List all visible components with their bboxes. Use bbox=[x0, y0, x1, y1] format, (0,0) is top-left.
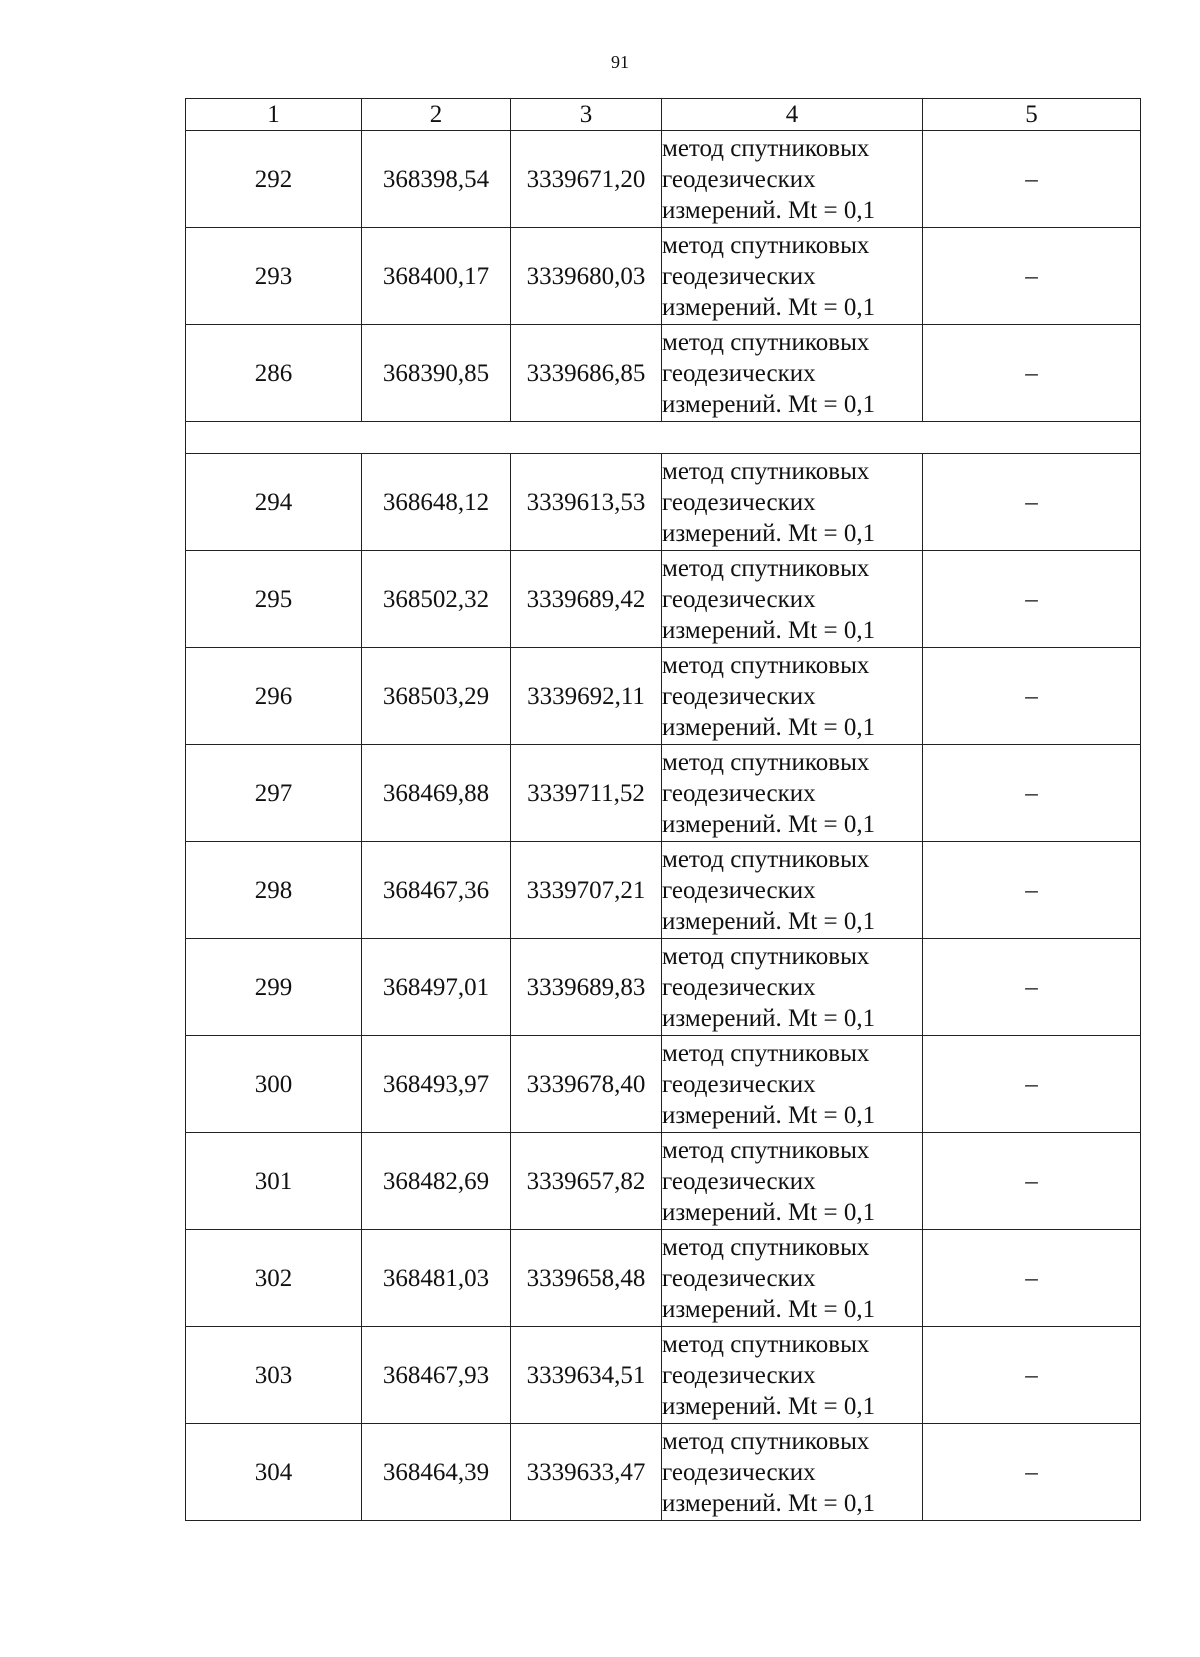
method-cell bbox=[662, 1036, 923, 1133]
page-number: 91 bbox=[611, 52, 629, 72]
table-row bbox=[186, 939, 1141, 1036]
method-line: геодезических bbox=[662, 682, 816, 710]
method-cell bbox=[662, 228, 923, 325]
method-cell bbox=[662, 1327, 923, 1424]
col5-cell: – bbox=[923, 1036, 1141, 1133]
col5-cell: – bbox=[923, 648, 1141, 745]
table-row bbox=[186, 551, 1141, 648]
table-row bbox=[186, 745, 1141, 842]
separator-row bbox=[186, 422, 1141, 454]
method-line: метод спутниковых bbox=[662, 554, 870, 582]
y-coordinate-cell: 3339689,42 bbox=[511, 551, 662, 648]
point-number-cell: 295 bbox=[186, 551, 362, 648]
method-cell bbox=[662, 454, 923, 551]
separator-cell bbox=[186, 422, 1141, 454]
header-col-3: 3 bbox=[511, 99, 662, 131]
point-number-cell: 300 bbox=[186, 1036, 362, 1133]
table-row bbox=[186, 325, 1141, 422]
method-line: геодезических bbox=[662, 1167, 816, 1195]
method-line: измерений. Mt = 0,1 bbox=[662, 810, 876, 838]
header-col-2: 2 bbox=[362, 99, 511, 131]
y-coordinate-cell: 3339634,51 bbox=[511, 1327, 662, 1424]
y-coordinate-cell: 3339692,11 bbox=[511, 648, 662, 745]
table-row bbox=[186, 228, 1141, 325]
x-coordinate-cell: 368493,97 bbox=[362, 1036, 511, 1133]
method-cell bbox=[662, 325, 923, 422]
col5-cell: – bbox=[923, 454, 1141, 551]
method-line: метод спутниковых bbox=[662, 457, 870, 485]
method-cell bbox=[662, 1424, 923, 1521]
table-row bbox=[186, 454, 1141, 551]
table-row bbox=[186, 1230, 1141, 1327]
x-coordinate-cell: 368464,39 bbox=[362, 1424, 511, 1521]
method-line: измерений. Mt = 0,1 bbox=[662, 1392, 876, 1420]
method-cell bbox=[662, 1133, 923, 1230]
col5-cell: – bbox=[923, 325, 1141, 422]
method-line: геодезических bbox=[662, 488, 816, 516]
x-coordinate-cell: 368390,85 bbox=[362, 325, 511, 422]
x-coordinate-cell: 368469,88 bbox=[362, 745, 511, 842]
y-coordinate-cell: 3339711,52 bbox=[511, 745, 662, 842]
method-line: измерений. Mt = 0,1 bbox=[662, 196, 876, 224]
x-coordinate-cell: 368503,29 bbox=[362, 648, 511, 745]
x-coordinate-cell: 368467,36 bbox=[362, 842, 511, 939]
method-line: геодезических bbox=[662, 262, 816, 290]
method-line: метод спутниковых bbox=[662, 328, 870, 356]
table-row bbox=[186, 842, 1141, 939]
point-number-cell: 292 bbox=[186, 131, 362, 228]
method-line: метод спутниковых bbox=[662, 1136, 870, 1164]
method-line: геодезических bbox=[662, 1070, 816, 1098]
method-line: метод спутниковых bbox=[662, 1233, 870, 1261]
col5-cell: – bbox=[923, 1133, 1141, 1230]
x-coordinate-cell: 368482,69 bbox=[362, 1133, 511, 1230]
method-line: метод спутниковых bbox=[662, 942, 870, 970]
method-line: геодезических bbox=[662, 779, 816, 807]
method-line: геодезических bbox=[662, 1361, 816, 1389]
x-coordinate-cell: 368481,03 bbox=[362, 1230, 511, 1327]
method-line: измерений. Mt = 0,1 bbox=[662, 1101, 876, 1129]
point-number-cell: 304 bbox=[186, 1424, 362, 1521]
y-coordinate-cell: 3339658,48 bbox=[511, 1230, 662, 1327]
point-number-cell: 294 bbox=[186, 454, 362, 551]
point-number-cell: 298 bbox=[186, 842, 362, 939]
col5-cell: – bbox=[923, 1327, 1141, 1424]
method-line: измерений. Mt = 0,1 bbox=[662, 1198, 876, 1226]
table-body bbox=[186, 131, 1141, 1521]
y-coordinate-cell: 3339707,21 bbox=[511, 842, 662, 939]
method-line: геодезических bbox=[662, 876, 816, 904]
x-coordinate-cell: 368400,17 bbox=[362, 228, 511, 325]
table-row bbox=[186, 1036, 1141, 1133]
col5-cell: – bbox=[923, 1230, 1141, 1327]
table-header-row bbox=[186, 99, 1141, 131]
method-line: измерений. Mt = 0,1 bbox=[662, 713, 876, 741]
point-number-cell: 293 bbox=[186, 228, 362, 325]
method-cell bbox=[662, 1230, 923, 1327]
method-line: геодезических bbox=[662, 973, 816, 1001]
table-row bbox=[186, 648, 1141, 745]
method-cell bbox=[662, 131, 923, 228]
col5-cell: – bbox=[923, 1424, 1141, 1521]
method-line: измерений. Mt = 0,1 bbox=[662, 390, 876, 418]
point-number-cell: 286 bbox=[186, 325, 362, 422]
method-line: измерений. Mt = 0,1 bbox=[662, 1004, 876, 1032]
x-coordinate-cell: 368467,93 bbox=[362, 1327, 511, 1424]
y-coordinate-cell: 3339613,53 bbox=[511, 454, 662, 551]
method-line: метод спутниковых bbox=[662, 1330, 870, 1358]
method-cell bbox=[662, 939, 923, 1036]
point-number-cell: 303 bbox=[186, 1327, 362, 1424]
point-number-cell: 301 bbox=[186, 1133, 362, 1230]
method-line: метод спутниковых bbox=[662, 845, 870, 873]
x-coordinate-cell: 368398,54 bbox=[362, 131, 511, 228]
y-coordinate-cell: 3339678,40 bbox=[511, 1036, 662, 1133]
y-coordinate-cell: 3339633,47 bbox=[511, 1424, 662, 1521]
header-col-4: 4 bbox=[662, 99, 923, 131]
method-cell bbox=[662, 842, 923, 939]
y-coordinate-cell: 3339671,20 bbox=[511, 131, 662, 228]
method-line: метод спутниковых bbox=[662, 651, 870, 679]
method-line: метод спутниковых bbox=[662, 1039, 870, 1067]
method-line: геодезических bbox=[662, 165, 816, 193]
col5-cell: – bbox=[923, 745, 1141, 842]
method-cell bbox=[662, 745, 923, 842]
method-line: метод спутниковых bbox=[662, 134, 870, 162]
table-row bbox=[186, 131, 1141, 228]
header-col-1: 1 bbox=[186, 99, 362, 131]
method-line: измерений. Mt = 0,1 bbox=[662, 293, 876, 321]
method-line: измерений. Mt = 0,1 bbox=[662, 1489, 876, 1517]
x-coordinate-cell: 368497,01 bbox=[362, 939, 511, 1036]
point-number-cell: 302 bbox=[186, 1230, 362, 1327]
table-row bbox=[186, 1424, 1141, 1521]
col5-cell: – bbox=[923, 228, 1141, 325]
method-cell bbox=[662, 551, 923, 648]
method-line: геодезических bbox=[662, 359, 816, 387]
method-line: измерений. Mt = 0,1 bbox=[662, 907, 876, 935]
method-line: измерений. Mt = 0,1 bbox=[662, 1295, 876, 1323]
col5-cell: – bbox=[923, 842, 1141, 939]
x-coordinate-cell: 368648,12 bbox=[362, 454, 511, 551]
method-line: измерений. Mt = 0,1 bbox=[662, 519, 876, 547]
table-row bbox=[186, 1133, 1141, 1230]
method-line: геодезических bbox=[662, 1264, 816, 1292]
y-coordinate-cell: 3339689,83 bbox=[511, 939, 662, 1036]
y-coordinate-cell: 3339680,03 bbox=[511, 228, 662, 325]
point-number-cell: 299 bbox=[186, 939, 362, 1036]
y-coordinate-cell: 3339686,85 bbox=[511, 325, 662, 422]
col5-cell: – bbox=[923, 131, 1141, 228]
method-line: измерений. Mt = 0,1 bbox=[662, 616, 876, 644]
col5-cell: – bbox=[923, 551, 1141, 648]
point-number-cell: 297 bbox=[186, 745, 362, 842]
x-coordinate-cell: 368502,32 bbox=[362, 551, 511, 648]
method-line: метод спутниковых bbox=[662, 231, 870, 259]
table-row bbox=[186, 1327, 1141, 1424]
coordinates-table bbox=[185, 98, 1141, 1521]
method-line: метод спутниковых bbox=[662, 748, 870, 776]
method-line: геодезических bbox=[662, 585, 816, 613]
method-line: метод спутниковых bbox=[662, 1427, 870, 1455]
y-coordinate-cell: 3339657,82 bbox=[511, 1133, 662, 1230]
header-col-5: 5 bbox=[923, 99, 1141, 131]
col5-cell: – bbox=[923, 939, 1141, 1036]
method-line: геодезических bbox=[662, 1458, 816, 1486]
method-cell bbox=[662, 648, 923, 745]
point-number-cell: 296 bbox=[186, 648, 362, 745]
